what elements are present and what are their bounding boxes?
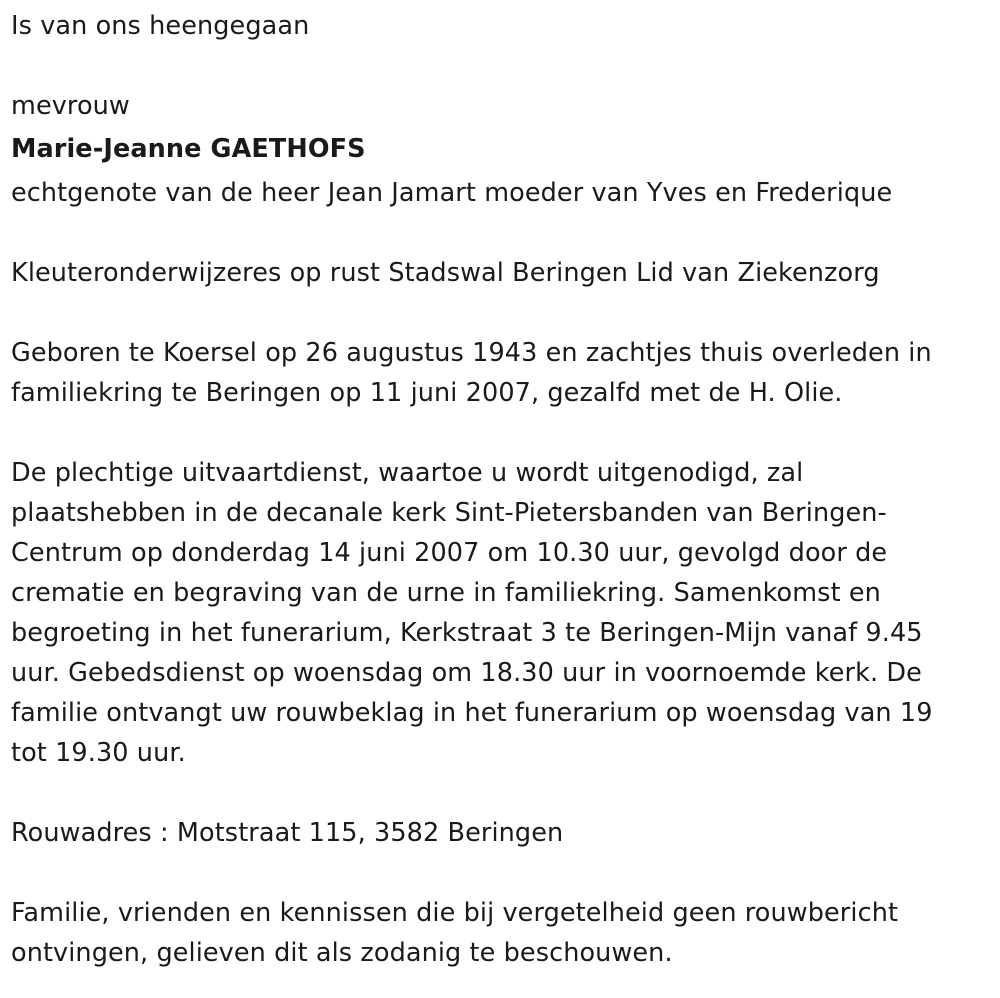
- deceased-name: Marie-Jeanne GAETHOFS: [11, 134, 366, 164]
- spacer: [11, 853, 986, 893]
- intro-text: Is van ons heengegaan: [11, 11, 310, 41]
- birth-death-line: familiekring te Beringen op 11 juni 2007, gezalfd met de H. Olie.: [11, 378, 843, 408]
- occupation-text: Kleuteronderwijzeres op rust Stadswal Beringen Lid van Ziekenzorg: [11, 258, 880, 288]
- spacer: [11, 293, 986, 333]
- closing-line: Familie, vrienden en kennissen die bij vergetelheid geen rouwbericht: [11, 898, 899, 928]
- ceremony-line: tot 19.30 uur.: [11, 738, 186, 768]
- ceremony-line: De plechtige uitvaartdienst, waartoe u wordt uitgenodigd, zal: [11, 458, 804, 488]
- ceremony-line: familie ontvangt uw rouwbeklag in het funerarium op woensdag van 19: [11, 698, 933, 728]
- ceremony-line: crematie en begraving van de urne in familiekring. Samenkomst en: [11, 578, 881, 608]
- spacer: [11, 46, 986, 86]
- title-prefix: mevrouw: [11, 91, 130, 121]
- closing-line: ontvingen, gelieven dit als zodanig te beschouwen.: [11, 938, 673, 968]
- relation-text: echtgenote van de heer Jean Jamart moeder van Yves en Frederique: [11, 178, 893, 208]
- spacer: [11, 773, 986, 813]
- birth-death-line: Geboren te Koersel op 26 augustus 1943 en zachtjes thuis overleden in: [11, 338, 932, 368]
- ceremony-line: begroeting in het funerarium, Kerkstraat 3 te Beringen-Mijn vanaf 9.45: [11, 618, 923, 648]
- mourning-address: Rouwadres : Motstraat 115, 3582 Beringen: [11, 818, 564, 848]
- spacer: [11, 213, 986, 253]
- spacer: [11, 413, 986, 453]
- ceremony-line: uur. Gebedsdienst op woensdag om 18.30 uur in voornoemde kerk. De: [11, 658, 922, 688]
- ceremony-line: Centrum op donderdag 14 juni 2007 om 10.30 uur, gevolgd door de: [11, 538, 888, 568]
- death-notice: [11, 6, 986, 973]
- ceremony-line: plaatshebben in de decanale kerk Sint-Pietersbanden van Beringen-: [11, 498, 887, 528]
